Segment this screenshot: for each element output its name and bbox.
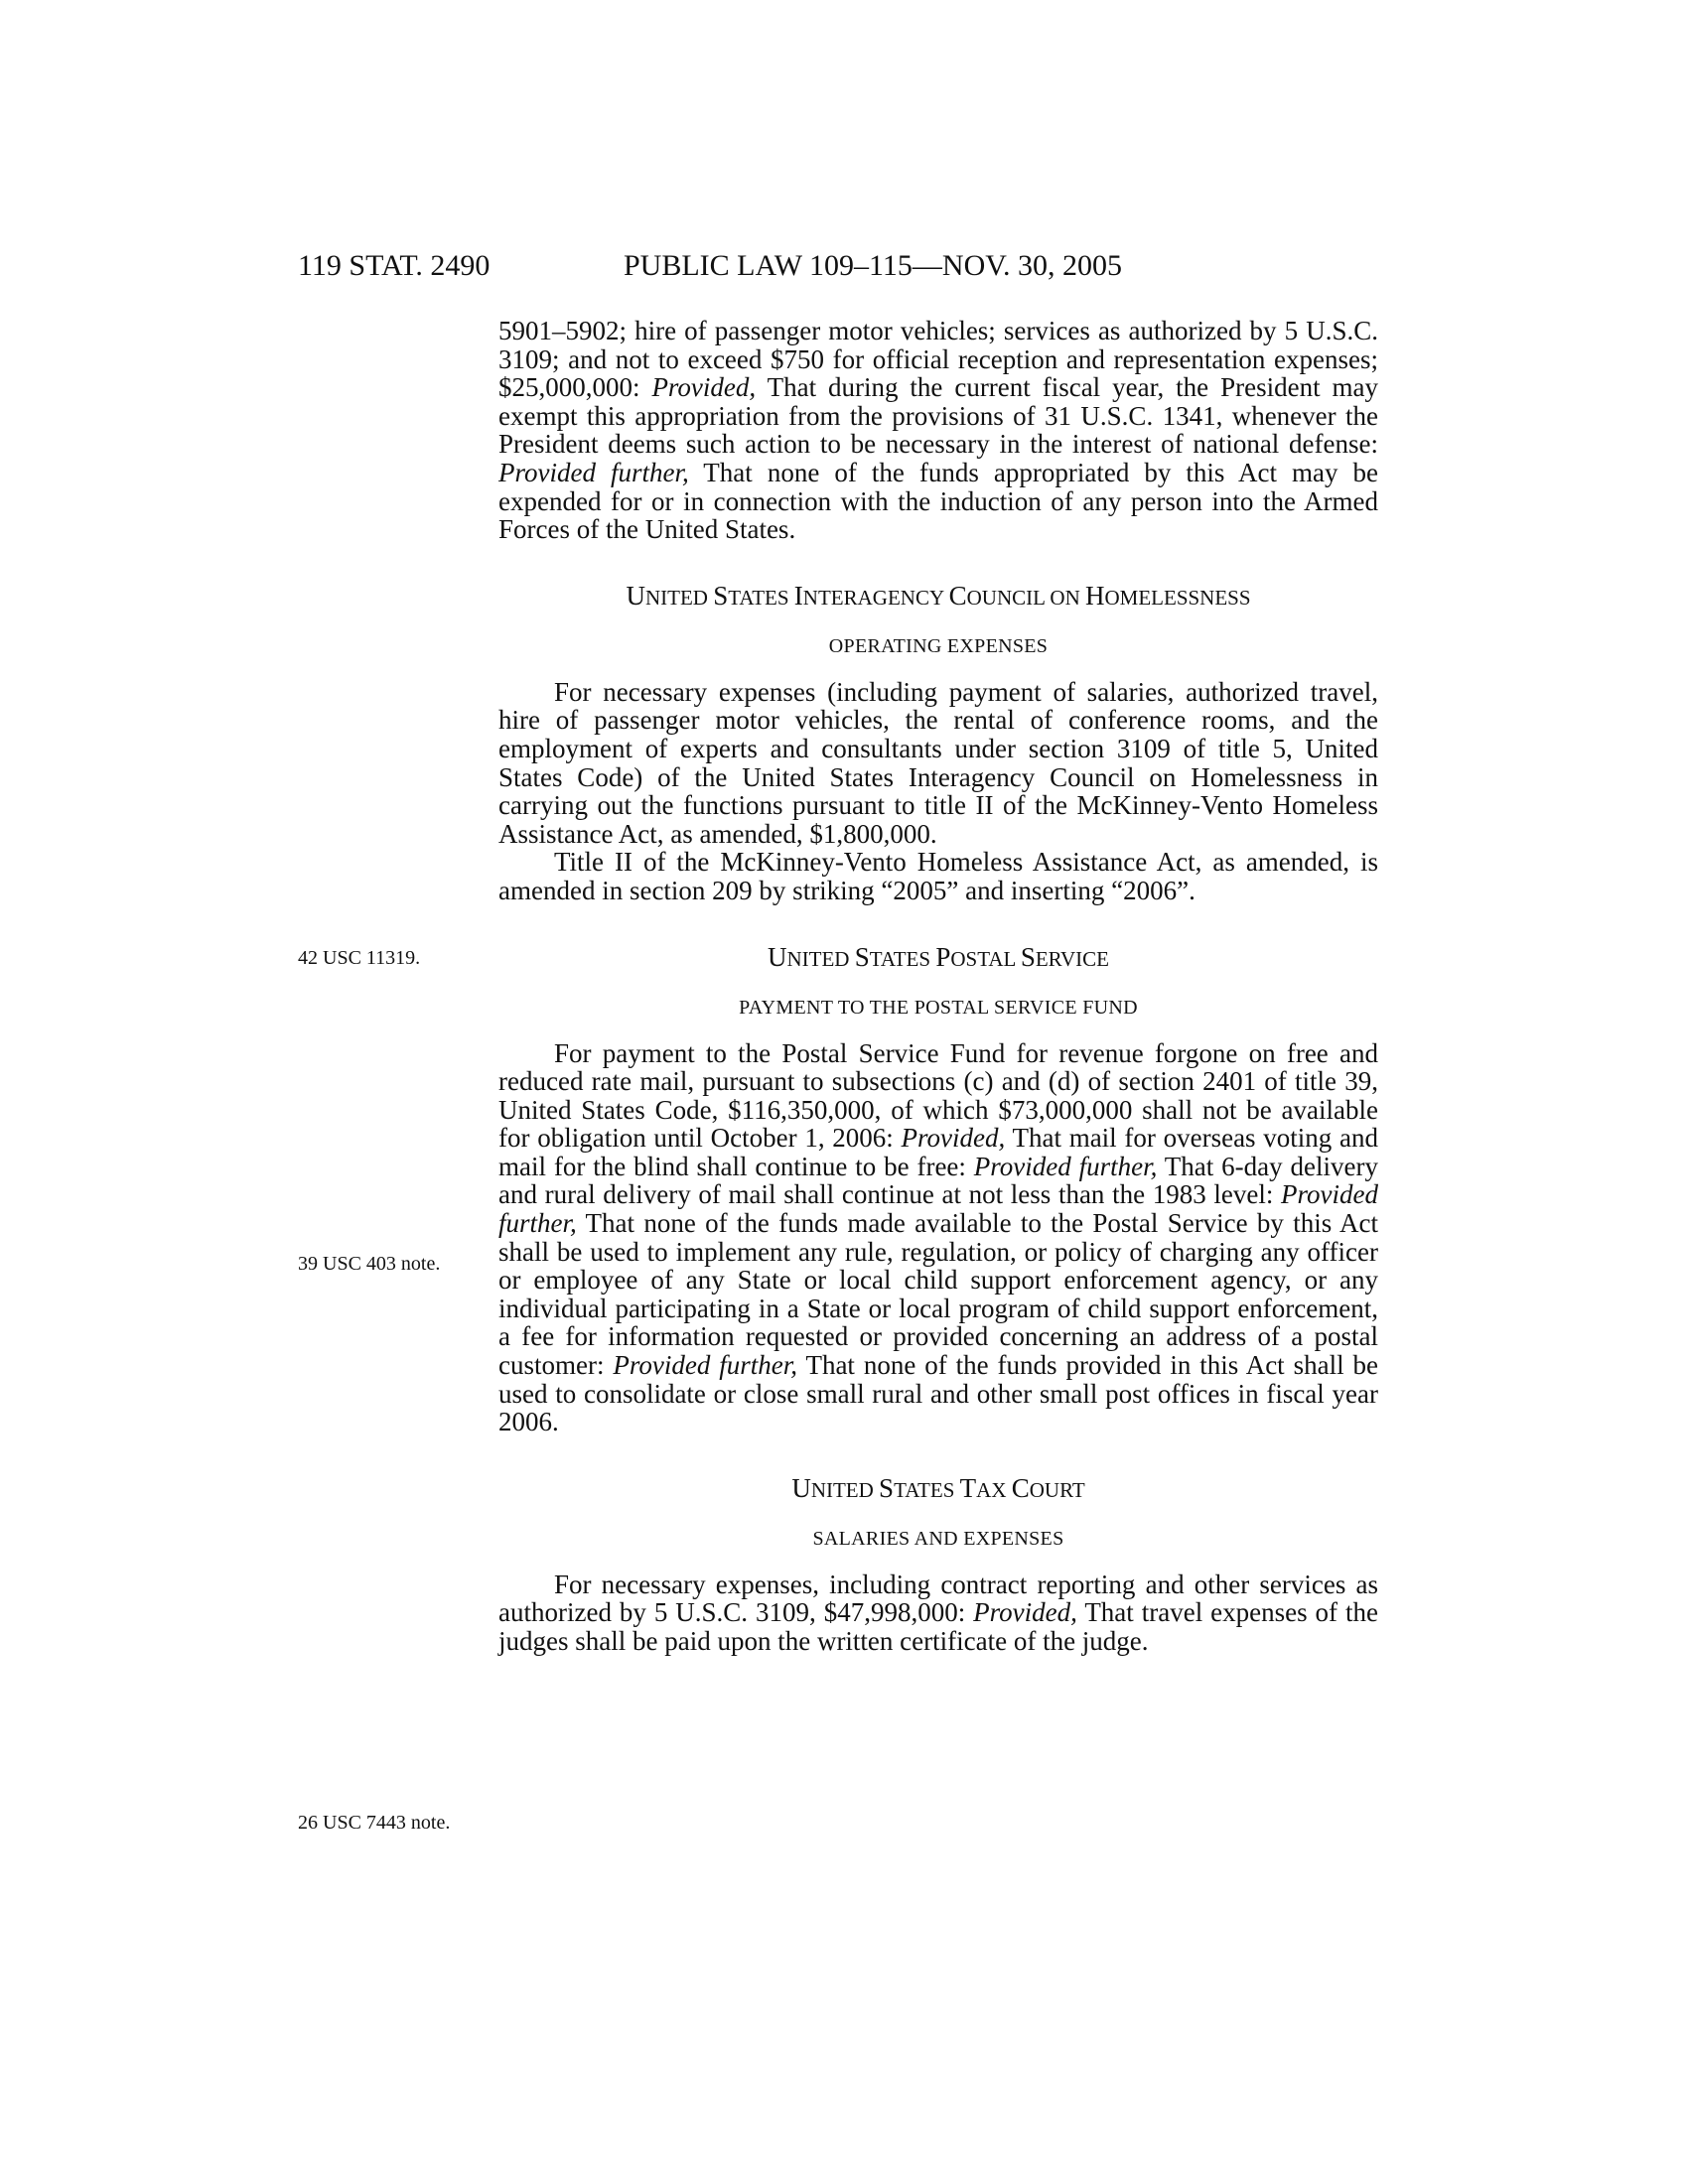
proviso: Provided,: [901, 1123, 1006, 1154]
margin-note-42-usc: 42 USC 11319.: [298, 947, 421, 969]
margin-note-39-usc: 39 USC 403 note.: [298, 1253, 441, 1275]
agency-heading-tax-court: UNITED STATES TAX COURT: [791, 1472, 1085, 1503]
proviso: Provided,: [973, 1597, 1077, 1628]
margin-note-26-usc: 26 USC 7443 note.: [298, 1812, 451, 1834]
proviso: Provided further,: [498, 457, 689, 487]
text: 5901–5902; hire of passenger motor vehicles; services as authorized by 5 U.S.C. 3109; and not to exceed $750 for official reception and representation expenses; $25,000,000:: [498, 316, 1378, 403]
page-stat-number: 119 STAT. 2490: [298, 249, 491, 282]
continued-paragraph: [498, 317, 1378, 544]
text: That none of the funds appropriated by this Act may be expended for or in connection with the induction of any person into the Armed Forces of the United States.: [498, 457, 1378, 545]
proviso: Provided further,: [613, 1350, 798, 1381]
paragraph-operating-expenses: For necessary expenses (including payment of salaries, authorized travel, hire of passenger motor vehicles, the rental of conference rooms, and the employment of experts and consultants under section 3109 of title 5, United States Code) of the United States Interagency Council on Homelessness in carrying out the functions pursuant to title II of the McKinney-Vento Homeless Assistance Act, as amended, $1,800,000.: [498, 676, 1378, 849]
agency-heading-homelessness: UNITED STATES INTERAGENCY COUNCIL ON HOMELESSNESS: [626, 580, 1251, 611]
subheading-salaries-and-expenses: SALARIES AND EXPENSES: [812, 1527, 1064, 1550]
proviso: Provided further,: [973, 1151, 1158, 1181]
proviso: Provided,: [651, 372, 757, 403]
paragraph-tax-court: For necessary expenses, including contract reporting and other services as authorized by 5 U.S.C. 3109, $47,998,000: Provided, That travel expenses of the judges shall be paid upon the written certificate of the judge.: [498, 1569, 1378, 1656]
text: That during the current fiscal year, the President may exempt this appropriation from the provisions of 31 U.S.C. 1341, whenever the President deems such action to be necessary in the interest of national defense:: [498, 372, 1378, 460]
paragraph-title-ii-amendment: Title II of the McKinney-Vento Homeless Assistance Act, as amended, is amended in section 209 by striking “2005” and inserting “2006”.: [498, 847, 1378, 905]
agency-heading-postal-service: UNITED STATES POSTAL SERVICE: [767, 941, 1110, 972]
subheading-postal-service-fund: PAYMENT TO THE POSTAL SERVICE FUND: [739, 996, 1138, 1019]
subheading-operating-expenses: OPERATING EXPENSES: [828, 634, 1049, 657]
running-header: PUBLIC LAW 109–115—NOV. 30, 2005: [624, 249, 1123, 282]
body-column: [498, 317, 1378, 1656]
proviso: Provided further,: [498, 1179, 1378, 1239]
paragraph-postal-service-fund: For payment to the Postal Service Fund for revenue forgone on free and reduced rate mail, pursuant to subsections (c) and (d) of section 2401 of title 39, United States Code, $116,350,000, of which $73,000,000 shall not be available for obligation until October 1, 2006: Provided, That mail for overseas voting and mail for the blind shall continue to be free: Provided further, That 6-day delivery and rural delivery of mail shall continue at not less than the 1983 level: Provided further, That none of the funds made available to the Postal Service by this Act shall be used to implement any rule, regulation, or policy of charging any officer or employee of any State or local child support enforcement agency, or any individual participating in a State or local program of child support enforcement, a fee for information requested or provided concerning an address of a postal customer: Provided further, That none of the funds provided in this Act shall be used to consolidate or close small rural and other small post offices in fiscal year 2006.: [498, 1037, 1378, 1437]
